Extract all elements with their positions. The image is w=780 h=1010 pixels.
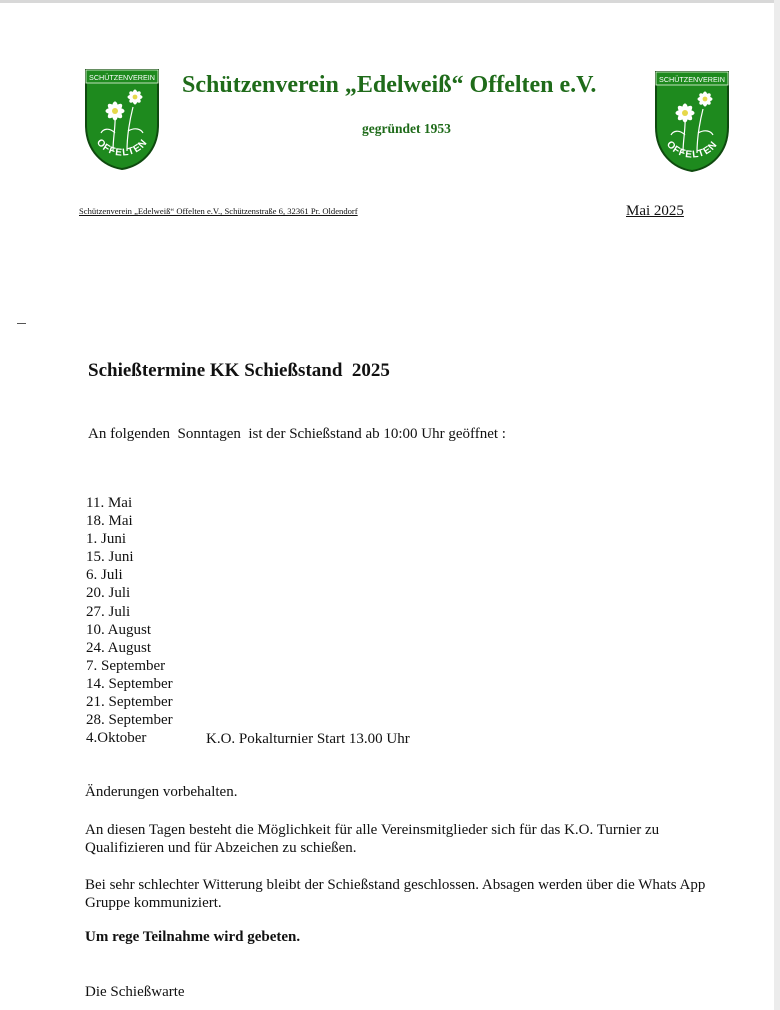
club-logo-right — [653, 69, 731, 173]
document-heading: Schießtermine KK Schießstand 2025 — [88, 360, 390, 381]
list-item: 1. Juni — [86, 531, 127, 548]
list-item: 14. September — [86, 675, 173, 692]
weather-paragraph: Bei sehr schlechter Witterung bleibt der Schießstand geschlossen. Absagen werden über die Whats App Gruppe kommuniziert. — [85, 877, 706, 911]
logo-bottom-text: OFFELTEN — [663, 139, 721, 161]
club-name-title: Schützenverein „Edelweiß“ Offelten e.V. — [182, 72, 597, 98]
scan-right-edge — [774, 0, 780, 1010]
shooting-dates-list — [86, 494, 173, 747]
list-item: 24. August — [86, 639, 152, 656]
letter-date: Mai 2025 — [626, 203, 684, 219]
list-item: 6. Juli — [86, 567, 123, 584]
tournament-note: K.O. Pokalturnier Start 13.00 Uhr — [206, 731, 410, 747]
list-item: 7. September — [86, 657, 166, 674]
logo-top-text: SCHÜTZENVEREIN — [89, 73, 155, 82]
changes-notice: Änderungen vorbehalten. — [85, 784, 238, 800]
list-item: 21. September — [86, 694, 173, 711]
participation-request: Um rege Teilnahme wird gebeten. — [85, 929, 301, 945]
sender-address-line: Schützenverein „Edelweiß“ Offelten e.V., Schützenstraße 6, 32361 Pr. Oldendorf — [79, 206, 358, 216]
list-item: 28. September — [86, 712, 173, 729]
founded-subtitle: gegründet 1953 — [362, 121, 451, 136]
list-item: 20. Juli — [86, 585, 131, 602]
qualification-paragraph: An diesen Tagen besteht die Möglichkeit für alle Vereinsmitglieder sich für das K.O. Turnier zu Qualifizieren und für Abzeichen zu schießen. — [85, 822, 660, 856]
list-item: 10. August — [86, 621, 152, 638]
list-item: 11. Mai — [86, 495, 133, 511]
fold-mark — [17, 323, 26, 324]
list-item: 15. Juni — [86, 549, 134, 566]
list-item: 4.Oktober — [86, 730, 147, 747]
intro-text: An folgenden Sonntagen ist der Schießstand ab 10:00 Uhr geöffnet : — [88, 426, 506, 442]
list-item: 27. Juli — [86, 603, 131, 620]
scan-top-edge — [0, 0, 780, 3]
signature: Die Schießwarte — [85, 984, 185, 1000]
list-item: 18. Mai — [86, 513, 133, 530]
logo-top-text: SCHÜTZENVEREIN — [659, 75, 725, 84]
club-logo-left — [83, 67, 161, 171]
logo-bottom-text: OFFELTEN — [93, 137, 151, 159]
